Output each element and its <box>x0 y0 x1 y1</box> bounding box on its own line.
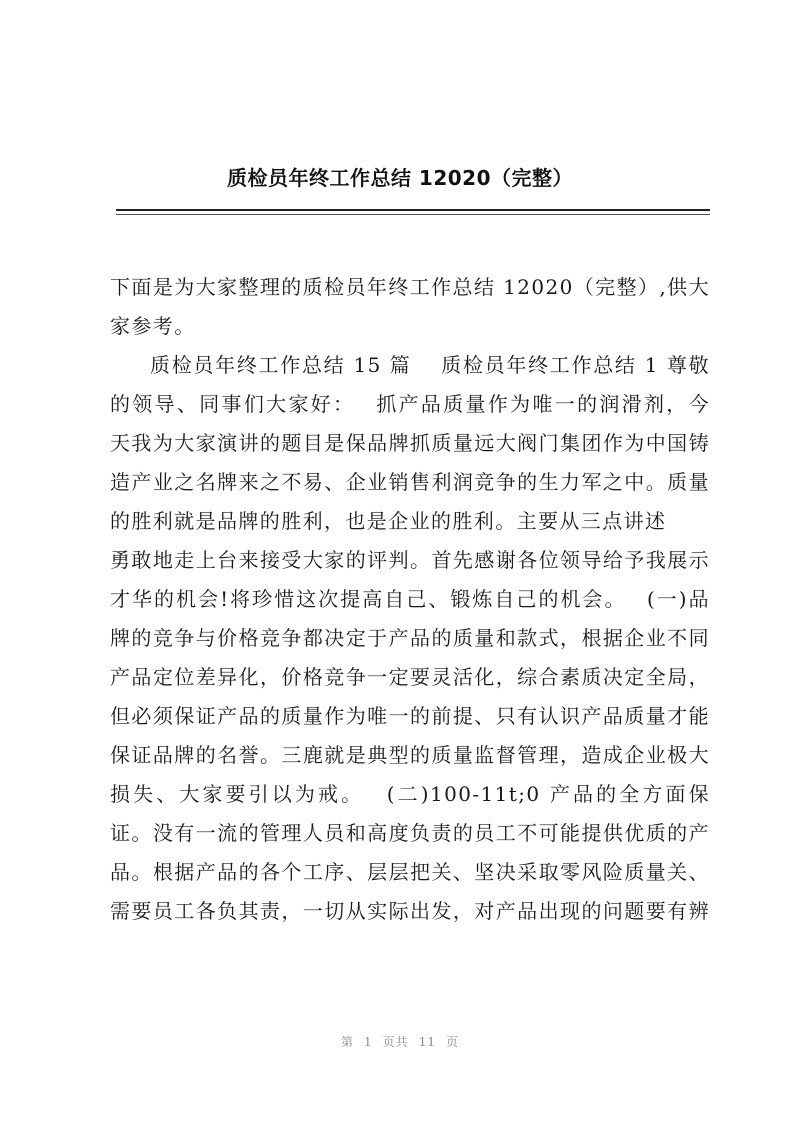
body-line: 家参考。 <box>110 314 196 338</box>
body-line: 损失、大家要引以为戒。 (二)100-11t;0 产品的全方面保 <box>110 782 710 806</box>
body-line: 品。根据产品的各个工序、层层把关、坚决采取零风险质量关、 <box>110 860 710 884</box>
body-line: 产品定位差异化，价格竞争一定要灵活化，综合素质决定全局， <box>110 665 710 689</box>
page-footer <box>0 1033 800 1050</box>
title-divider-thin <box>116 214 710 215</box>
body-line: 天我为大家演讲的题目是保品牌抓质量远大阀门集团作为中国铸 <box>110 431 710 455</box>
footer-page-total: 11 <box>418 1035 436 1049</box>
body-line: 的领导、同事们大家好： 抓产品质量作为唯一的润滑剂，今 <box>110 392 710 416</box>
document-body <box>110 268 710 931</box>
body-line: 需要员工各负其责，一切从实际出发，对产品出现的问题要有辨 <box>110 899 710 923</box>
body-line: 证。没有一流的管理人员和高度负责的员工不可能提供优质的产 <box>110 821 710 845</box>
body-line: 造产业之名牌来之不易、企业销售利润竞争的生力军之中。质量 <box>110 470 710 494</box>
footer-page-current: 1 <box>364 1035 373 1049</box>
body-line: 质检员年终工作总结 15 篇 质检员年终工作总结 1 尊敬 <box>150 353 710 377</box>
body-line: 勇敢地走上台来接受大家的评判。首先感谢各位领导给予我展示 <box>110 548 710 572</box>
body-line: 下面是为大家整理的质检员年终工作总结 12020（完整）,供大 <box>110 275 710 299</box>
body-line: 牌的竞争与价格竞争都决定于产品的质量和款式，根据企业不同 <box>110 626 710 650</box>
body-line: 的胜利就是品牌的胜利，也是企业的胜利。主要从三点讲述 <box>110 509 667 533</box>
footer-label-ye: 页 <box>445 1035 459 1049</box>
footer-label-ye-gong: 页共 <box>382 1035 409 1049</box>
body-line: 才华的机会!将珍惜这次提高自己、锻炼自己的机会。 (一)品 <box>110 587 710 611</box>
title-divider-thick <box>116 209 710 211</box>
document-title: 质检员年终工作总结 12020（完整） <box>226 166 574 190</box>
body-line: 但必须保证产品的质量作为唯一的前提、只有认识产品质量才能 <box>110 704 710 728</box>
body-line: 保证品牌的名誉。三鹿就是典型的质量监督管理，造成企业极大 <box>110 743 710 767</box>
footer-label-di: 第 <box>341 1035 355 1049</box>
